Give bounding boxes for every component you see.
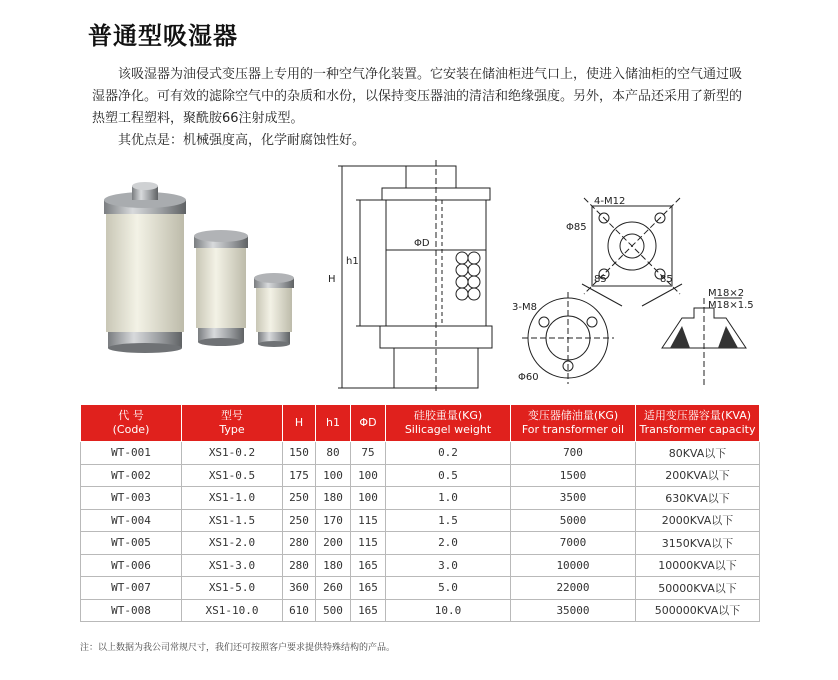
table-cell: WT-006 (81, 554, 182, 577)
table-cell: WT-005 (81, 532, 182, 555)
advantage-text: 其优点是：机械强度高，化学耐腐蚀性好。 (118, 133, 366, 148)
table-cell: 500000KVA以下 (636, 599, 760, 622)
table-cell: 500 (316, 599, 351, 622)
label-h1: h1 (346, 256, 359, 267)
table-cell: 5.0 (386, 577, 511, 600)
label-m18x15: M18×1.5 (708, 300, 754, 311)
table-cell: 630KVA以下 (636, 487, 760, 510)
table-cell: 180 (316, 554, 351, 577)
table-cell: 115 (351, 532, 386, 555)
label-phiD: ΦD (414, 238, 430, 249)
table-cell: 3500 (511, 487, 636, 510)
table-header-row (81, 405, 760, 442)
table-cell: 250 (283, 487, 316, 510)
label-phi60: Φ60 (518, 372, 539, 383)
table-cell: 10000KVA以下 (636, 554, 760, 577)
table-cell: XS1-1.5 (182, 509, 283, 532)
table-cell: 180 (316, 487, 351, 510)
table-cell: 115 (351, 509, 386, 532)
table-cell: 165 (351, 599, 386, 622)
table-cell: 165 (351, 577, 386, 600)
table-cell: 2.0 (386, 532, 511, 555)
table-cell: 250 (283, 509, 316, 532)
label-phi85: Φ85 (566, 222, 587, 233)
table-cell: 260 (316, 577, 351, 600)
table-cell: 360 (283, 577, 316, 600)
table-cell: WT-008 (81, 599, 182, 622)
table-cell: 170 (316, 509, 351, 532)
table-cell: 5000 (511, 509, 636, 532)
table-row (81, 532, 760, 555)
table-cell: WT-007 (81, 577, 182, 600)
table-cell: XS1-10.0 (182, 599, 283, 622)
table-cell: 100 (316, 464, 351, 487)
header-oil: 变压器储油量(KG) For transformer oil (511, 405, 636, 442)
table-cell: WT-001 (81, 442, 182, 465)
table-cell: 50000KVA以下 (636, 577, 760, 600)
table-cell: 280 (283, 554, 316, 577)
table-cell: 165 (351, 554, 386, 577)
table-cell: 200KVA以下 (636, 464, 760, 487)
table-cell: 3150KVA以下 (636, 532, 760, 555)
table-cell: 3.0 (386, 554, 511, 577)
table-cell: WT-003 (81, 487, 182, 510)
table-cell: WT-002 (81, 464, 182, 487)
table-cell: 0.2 (386, 442, 511, 465)
header-phiD: ΦD (351, 405, 386, 442)
table-cell: XS1-5.0 (182, 577, 283, 600)
table-cell: XS1-3.0 (182, 554, 283, 577)
table-cell: XS1-1.0 (182, 487, 283, 510)
label-H: H (328, 274, 336, 285)
intro-paragraph: 该吸湿器为油侵式变压器上专用的一种空气净化装置。它安装在储油柜进气口上，使进入储油柜的空气通过吸湿器净化。可有效的滤除空气中的杂质和水份，以保持变压器油的清洁和绝缘强度。另外，本产品还采用了新型的热塑工程塑料，聚酰胺66注射成型。 (92, 67, 743, 126)
label-85-right: 85 (660, 274, 673, 285)
table-row (81, 577, 760, 600)
table-row (81, 509, 760, 532)
table-cell: 150 (283, 442, 316, 465)
spec-table (80, 404, 760, 622)
table-cell: 7000 (511, 532, 636, 555)
table-cell: 200 (316, 532, 351, 555)
table-cell: 10.0 (386, 599, 511, 622)
product-photo (100, 180, 330, 360)
header-H: H (283, 405, 316, 442)
footnote: 注：以上数据为我公司常规尺寸，我们还可按照客户要求提供特殊结构的产品。 (80, 643, 396, 653)
table-cell: 75 (351, 442, 386, 465)
table-cell: XS1-0.2 (182, 442, 283, 465)
table-cell: 35000 (511, 599, 636, 622)
table-cell: 80KVA以下 (636, 442, 760, 465)
header-type: 型号 Type (182, 405, 283, 442)
table-cell: 175 (283, 464, 316, 487)
table-cell: 100 (351, 464, 386, 487)
table-row (81, 442, 760, 465)
table-row (81, 554, 760, 577)
header-code: 代 号 (Code) (81, 405, 182, 442)
table-cell: XS1-2.0 (182, 532, 283, 555)
header-h1: h1 (316, 405, 351, 442)
table-cell: 100 (351, 487, 386, 510)
table-cell: 280 (283, 532, 316, 555)
label-4-m12: 4-M12 (594, 196, 626, 207)
table-cell: 1.0 (386, 487, 511, 510)
table-cell: 80 (316, 442, 351, 465)
table-cell: 1500 (511, 464, 636, 487)
table-cell: 2000KVA以下 (636, 509, 760, 532)
header-silicagel: 硅胶重量(KG) Silicagel weight (386, 405, 511, 442)
table-cell: 610 (283, 599, 316, 622)
table-row (81, 464, 760, 487)
table-cell: 22000 (511, 577, 636, 600)
table-cell: 700 (511, 442, 636, 465)
table-cell: 1.5 (386, 509, 511, 532)
table-cell: XS1-0.5 (182, 464, 283, 487)
technical-drawing (322, 158, 832, 398)
table-row (81, 487, 760, 510)
header-capacity: 适用变压器容量(KVA) Transformer capacity (636, 405, 760, 442)
table-cell: 0.5 (386, 464, 511, 487)
label-3-m8: 3-M8 (512, 302, 537, 313)
table-cell: 10000 (511, 554, 636, 577)
table-row (81, 599, 760, 622)
table-cell: WT-004 (81, 509, 182, 532)
label-85-left: 85 (594, 274, 607, 285)
page-title: 普通型吸湿器 (88, 22, 238, 50)
label-m18x2: M18×2 (708, 288, 745, 299)
